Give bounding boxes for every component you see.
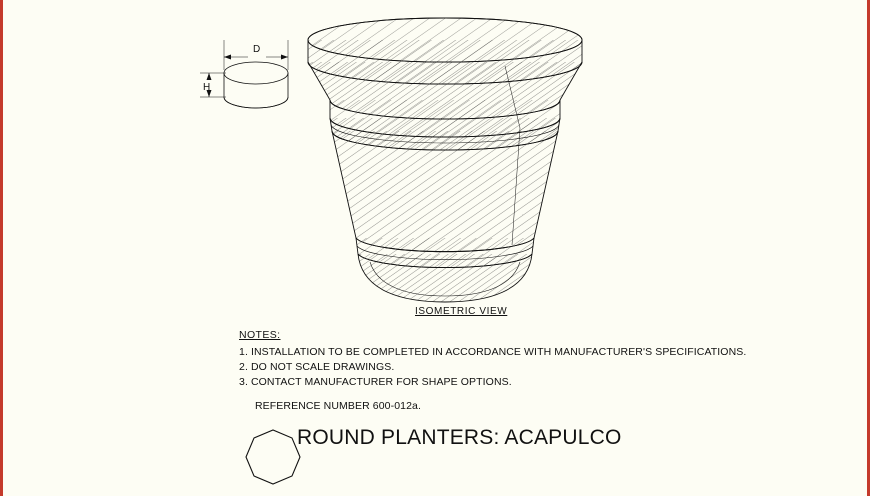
reference-number: REFERENCE NUMBER 600-012a. (255, 400, 421, 412)
dimension-label-h: H (203, 82, 211, 93)
note-item-1: 1. INSTALLATION TO BE COMPLETED IN ACCORDANCE WITH MANUFACTURER'S SPECIFICATIONS. (239, 346, 747, 358)
note-item-3: 3. CONTACT MANUFACTURER FOR SHAPE OPTIONS. (239, 376, 512, 388)
small-plan-detail (200, 40, 288, 108)
title-emblem (246, 430, 300, 484)
note-item-2: 2. DO NOT SCALE DRAWINGS. (239, 361, 395, 373)
notes-heading: NOTES: (239, 329, 281, 341)
isometric-view-caption: ISOMETRIC VIEW (415, 306, 508, 317)
dimension-label-d: D (253, 44, 261, 55)
planter-isometric (308, 18, 582, 302)
drawing-title: ROUND PLANTERS: ACAPULCO (297, 426, 622, 449)
